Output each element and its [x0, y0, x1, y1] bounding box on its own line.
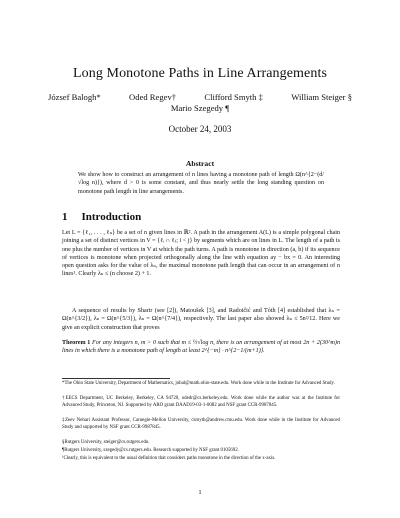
author-regev: Oded Regev† [129, 92, 177, 102]
section-number: 1 [62, 211, 68, 223]
section-title: Introduction [81, 211, 142, 223]
page-number: 1 [198, 489, 202, 496]
author-szegedy: Mario Szegedy ¶ [170, 103, 230, 113]
author-steiger: William Steiger § [291, 92, 352, 102]
abstract-text: We show how to construct an arrangement of n lines having a monotone path of length Ω(n^{2−(d/√log n)}), where d > 0 is some constant, and thus nearly settle the long standing question on monotone path length in line arrangements. [78, 172, 324, 195]
section-heading [62, 211, 141, 223]
paragraph-1: Let L = {ℓ₁, . . . , ℓₙ} be a set of n given lines in ℝ². A path in the arrangement A(L) is a simple polygonal chain joining a set of distinct vertices in V = {ℓᵢ ∩ ℓⱼ; i < j} by segments which are on lines in L. The length of a path is one plus the number of vertices in V at which the path turns. A path is monotone in direction (a, b) if its sequence of vertices is monotone when projected orthogonally along the line with equation ay − bx = 0. An interesting open question asks for the value of λₙ, the maximal monotone path length that can occur in an arrangement of n lines¹. Clearly λₙ ≤ (n choose 2) + 1. [62, 230, 340, 278]
author-list [48, 92, 352, 113]
paragraph-2-text: A sequence of results by Sharir (see [2]), Matoušek [3], and Radoičić and Tóth [4] established that λₙ = Ω(n^{3/2}), λₙ = Ω(n^{5/3}), λₙ = Ω(n^{7/4}), respectively. The last paper also showed λₙ ≤ 5n²/12. Here we give an explicit construction that proves [62, 308, 340, 331]
author-row-2 [48, 103, 352, 113]
footnote-steiger: §Rutgers University, steiger@cs.rutgers.edu. [62, 440, 150, 445]
paper-date: October 24, 2003 [168, 124, 232, 134]
paper-title: Long Monotone Paths in Line Arrangements [72, 66, 328, 81]
author-balogh: József Balogh* [48, 92, 101, 102]
footnote-smyth: ‡Zeev Nehari Assistant Professor, Carnegie-Mellon University, csmyth@andrew.cmu.edu. Work done while in the Institute for Advanced Study and supported by NSF grant CCR-9987845. [62, 418, 340, 430]
author-smyth: Clifford Smyth ‡ [204, 92, 263, 102]
author-row-1 [48, 92, 352, 102]
footnote-monotone: ¹Clearly, this is equivalent to the usual definition that considers paths monotone in the direction of the x-axis. [62, 456, 276, 461]
footnote-szegedy: ¶Rutgers University, szegedy@cs.rutgers.edu. Research supported by NSF grant 0105692. [62, 448, 239, 453]
theorem-text: For any integers n, m > 0 such that m ≤ ½√log n, there is an arrangement of at most 2n + 2(30^m)n lines in which there is a monotone path of length at least 2^{−m} · n^{2−1/(m+1)}. [62, 340, 341, 355]
paragraph-2 [62, 307, 340, 332]
footnote-regev: †EECS Department, UC Berkeley, Berkeley, CA 94720, odedr@cs.berkeley.edu. Work done while the author was at the Institute for Advanced Study, Princeton, NJ. Supported by ARO grant DAAD19-03-1-0082 and NSF grant CCR-9987845. [62, 396, 340, 408]
theorem-1 [62, 339, 340, 356]
abstract-heading: Abstract [185, 159, 215, 168]
footnote-balogh: *The Ohio State University, Department of Mathematics, jobal@math.ohio-state.edu. Work done while in the Institute for Advanced Study. [62, 381, 335, 386]
theorem-label: Theorem 1 [62, 340, 91, 346]
footnote-rule [62, 378, 170, 379]
